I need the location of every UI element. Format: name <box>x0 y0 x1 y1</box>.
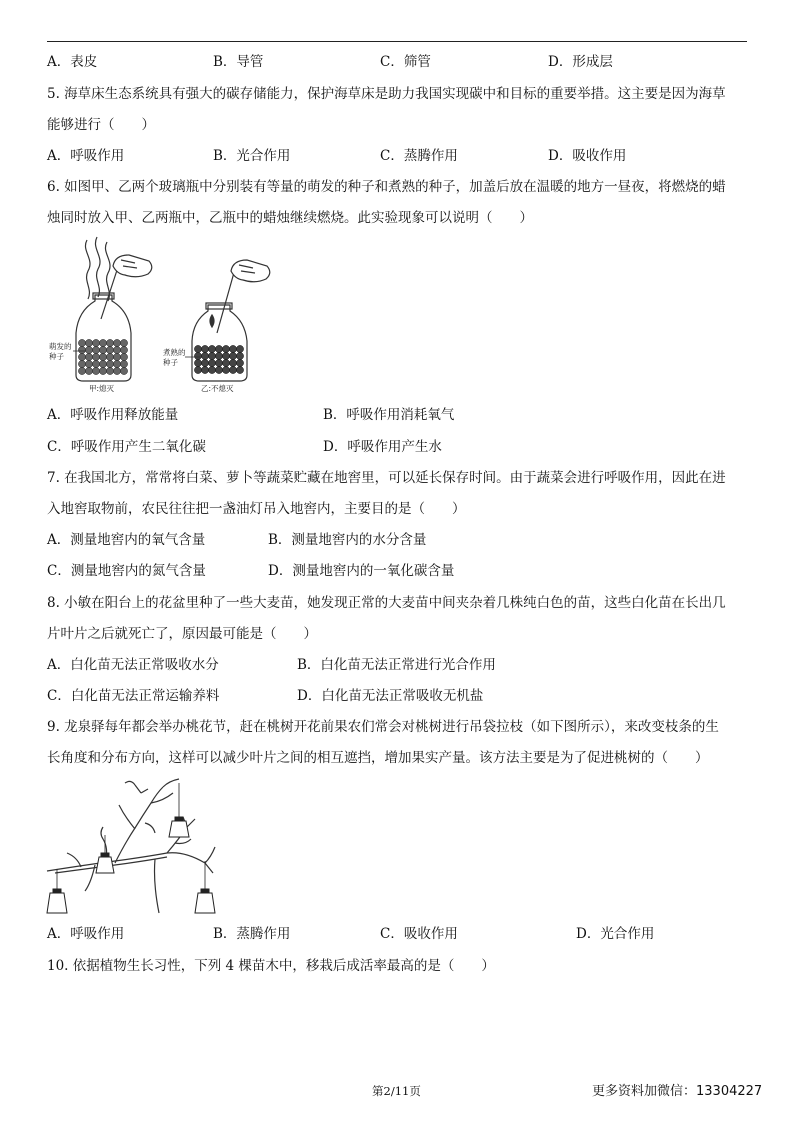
q7-stem-line1: 7. 在我国北方，常常将白菜、萝卜等蔬菜贮藏在地窖里，可以延长保存时间。由于蔬菜会进行呼吸作用，因此在进 <box>47 470 726 486</box>
q8-option-b[interactable]: B．白化苗无法正常进行光合作用 <box>297 657 496 673</box>
q5-option-b[interactable]: B．光合作用 <box>213 148 291 164</box>
q5-option-c[interactable]: C．蒸腾作用 <box>380 148 458 164</box>
tree-branches <box>47 779 215 913</box>
q8-stem-line2: 片叶片之后就死亡了，原因最可能是（ ） <box>47 626 317 642</box>
q8-option-c[interactable]: C．白化苗无法正常运输养料 <box>47 688 220 704</box>
q6-stem-line2: 烛同时放入甲、乙两瓶中，乙瓶中的蜡烛继续燃烧。此实验现象可以说明（ ） <box>47 210 533 226</box>
q4-option-b[interactable]: B．导管 <box>213 54 264 70</box>
peach-tree-figure <box>45 773 225 921</box>
q9-option-d[interactable]: D．光合作用 <box>576 926 655 942</box>
q10-stem: 10. 依据植物生长习性，下列 4 棵苗木中，移栽后成活率最高的是（ ） <box>47 958 495 974</box>
jar-b-label: 煮熟的 <box>163 348 186 357</box>
q8-option-d[interactable]: D．白化苗无法正常吸收无机盐 <box>297 688 484 704</box>
q6-option-c[interactable]: C．呼吸作用产生二氧化碳 <box>47 439 206 455</box>
hanging-strings <box>57 783 205 893</box>
jar-a-seeds <box>78 339 127 374</box>
hanging-bags <box>47 817 215 913</box>
q5-stem-line2: 能够进行（ ） <box>47 117 155 133</box>
jar-b-caption: 乙:不熄灭 <box>201 384 234 393</box>
q6-stem-line1: 6. 如图甲、乙两个玻璃瓶中分别装有等量的萌发的种子和煮熟的种子，加盖后放在温暖的地方一昼夜，将燃烧的蜡 <box>47 179 726 195</box>
jar-b-seeds <box>194 345 243 373</box>
q9-stem-line2: 长角度和分布方向，这样可以减少叶片之间的相互遮挡，增加果实产量。该方法主要是为了促进桃树的（ ） <box>47 750 709 766</box>
q7-stem-line2: 入地窖取物前，农民往往把一盏油灯吊入地窖内，主要目的是（ ） <box>47 501 466 517</box>
jar-a-label2: 种子 <box>49 352 64 361</box>
q4-option-c[interactable]: C．筛管 <box>380 54 431 70</box>
q9-option-a[interactable]: A．呼吸作用 <box>47 926 125 942</box>
q7-option-d[interactable]: D．测量地窖内的一氧化碳含量 <box>268 563 455 579</box>
q5-option-d[interactable]: D．吸收作用 <box>548 148 627 164</box>
q7-option-c[interactable]: C．测量地窖内的氮气含量 <box>47 563 206 579</box>
jar-a-caption: 甲:熄灭 <box>89 384 115 393</box>
q4-option-d[interactable]: D．形成层 <box>548 54 613 70</box>
q9-option-b[interactable]: B．蒸腾作用 <box>213 926 291 942</box>
q7-option-a[interactable]: A．测量地窖内的氧气含量 <box>47 532 206 548</box>
q9-option-c[interactable]: C．吸收作用 <box>380 926 458 942</box>
q6-option-a[interactable]: A．呼吸作用释放能量 <box>47 407 179 423</box>
jar-b-label2: 种子 <box>163 358 178 367</box>
q6-option-d[interactable]: D．呼吸作用产生水 <box>323 439 442 455</box>
page-number: 第2/11页 <box>372 1084 421 1098</box>
jar-a-label: 萌发的 <box>49 342 72 351</box>
jar-experiment-figure <box>45 233 290 395</box>
q4-option-a[interactable]: A．表皮 <box>47 54 98 70</box>
q5-stem-line1: 5. 海草床生态系统具有强大的碳存储能力，保护海草床是助力我国实现碳中和目标的重要举措。这主要是因为海草 <box>47 86 726 102</box>
q9-stem-line1: 9. 龙泉驿每年都会举办桃花节，赶在桃树开花前果农们常会对桃树进行吊袋拉枝（如下图所示），来改变枝条的生 <box>47 719 719 735</box>
footer-wechat-note: 更多资料加微信：13304227 <box>592 1084 763 1099</box>
q8-stem-line1: 8. 小敏在阳台上的花盆里种了一些大麦苗，她发现正常的大麦苗中间夹杂着几株纯白色的苗，这些白化苗在长出几 <box>47 595 726 611</box>
q7-option-b[interactable]: B．测量地窖内的水分含量 <box>268 532 427 548</box>
q5-option-a[interactable]: A．呼吸作用 <box>47 148 125 164</box>
top-rule <box>47 41 747 42</box>
q8-option-a[interactable]: A．白化苗无法正常吸收水分 <box>47 657 219 673</box>
q6-option-b[interactable]: B．呼吸作用消耗氧气 <box>323 407 455 423</box>
